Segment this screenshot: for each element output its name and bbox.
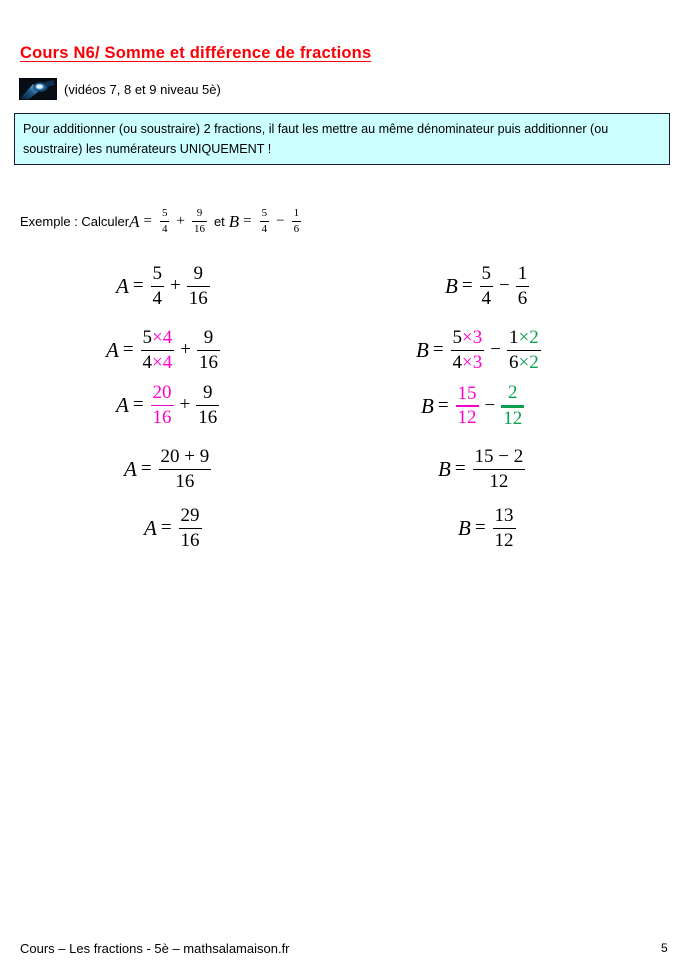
fraction-2-over-12 — [499, 383, 526, 429]
denominator — [451, 353, 485, 373]
denominator: 4 — [161, 222, 168, 235]
numerator-base: 1 — [508, 327, 519, 348]
example-statement — [20, 208, 304, 236]
variable-a: A — [106, 337, 119, 362]
solution-a-step-5 — [144, 506, 204, 551]
denominator: 16 — [180, 529, 200, 551]
fraction-5x4-over-4x4 — [139, 328, 177, 373]
fraction-20plus9-over-16 — [157, 447, 214, 492]
equals-sign: = — [437, 395, 449, 417]
solution-a-step-2 — [106, 328, 222, 373]
fraction-29-over-16 — [177, 506, 204, 551]
equals-sign: = — [122, 339, 134, 361]
equals-sign: = — [432, 339, 444, 361]
minus-sign: − — [484, 395, 496, 417]
denominator-base: 4 — [142, 351, 153, 373]
variable-a: A — [116, 273, 129, 298]
numerator: 5 — [481, 263, 492, 284]
fraction-bar — [473, 469, 526, 471]
fraction-9-over-16 — [189, 208, 210, 236]
fraction-bar — [151, 286, 165, 288]
numerator: 9 — [203, 327, 214, 348]
numerator: 1 — [517, 263, 528, 284]
example-label: Exemple : Calculer — [20, 214, 130, 230]
solution-b-step-5 — [458, 506, 518, 551]
rule-text: Pour additionner (ou soustraire) 2 fractions, il faut les mettre au même dénominateur puis additionner (ou soustraire) les numérateurs UNIQUEMENT ! — [23, 122, 609, 156]
equals-sign: = — [454, 458, 466, 480]
plus-sign: + — [170, 275, 181, 297]
video-caption: (vidéos 7, 8 et 9 niveau 5è) — [64, 81, 221, 97]
equals-sign: = — [474, 517, 486, 539]
numerator: 9 — [193, 263, 204, 284]
numerator: 15 − 2 — [474, 446, 524, 467]
solution-b-step-1 — [445, 264, 531, 309]
fraction-5-over-4 — [478, 264, 496, 309]
equals-sign: = — [132, 275, 144, 297]
plus-sign: + — [180, 339, 191, 361]
conjunction-et: et — [213, 214, 225, 230]
numerator: 5 — [261, 207, 268, 219]
fraction-9-over-16 — [195, 328, 222, 373]
variable-a: A — [144, 515, 157, 540]
denominator: 12 — [503, 408, 523, 430]
variable-b: B — [458, 515, 471, 540]
solution-a-step-1 — [116, 264, 212, 309]
denominator: 6 — [517, 287, 528, 309]
denominator: 16 — [198, 406, 218, 428]
fraction-bar — [196, 405, 219, 407]
numerator: 13 — [494, 505, 514, 526]
numerator: 5 — [161, 207, 168, 219]
minus-sign: − — [276, 213, 285, 230]
denominator: 4 — [481, 287, 492, 309]
solution-b-step-2 — [416, 328, 543, 373]
fraction-1-over-6 — [289, 208, 305, 236]
numerator-multiplier: ×3 — [462, 327, 483, 348]
minus-sign: − — [499, 275, 510, 297]
variable-b: B — [416, 337, 429, 362]
denominator-base: 6 — [508, 351, 519, 373]
denominator: 6 — [293, 222, 300, 235]
equals-sign: = — [143, 213, 152, 230]
denominator: 12 — [489, 470, 509, 492]
numerator: 20 + 9 — [160, 446, 210, 467]
denominator: 12 — [457, 407, 477, 429]
solution-a-step-4 — [124, 447, 213, 492]
denominator: 16 — [198, 351, 218, 373]
page-title: Cours N6/ Somme et différence de fractions — [20, 44, 372, 62]
numerator: 29 — [180, 505, 200, 526]
denominator: 4 — [152, 287, 163, 309]
denominator: 4 — [261, 222, 268, 235]
numerator: 9 — [196, 207, 203, 219]
denominator-multiplier: ×4 — [152, 351, 173, 373]
fraction-bar — [197, 350, 220, 352]
fraction-bar — [179, 528, 202, 530]
fraction-5-over-4 — [157, 208, 173, 236]
fraction-5-over-4 — [257, 208, 273, 236]
variable-b: B — [228, 211, 240, 231]
video-thumbnail-icon — [19, 78, 57, 100]
equals-sign: = — [461, 275, 473, 297]
fraction-15-over-12 — [454, 384, 481, 429]
denominator: 16 — [175, 470, 195, 492]
fraction-bar — [480, 286, 494, 288]
minus-sign: − — [490, 339, 501, 361]
numerator: 2 — [508, 382, 518, 403]
fraction-13-over-12 — [491, 506, 518, 551]
numerator-base: 5 — [452, 327, 463, 348]
solution-b-step-3 — [421, 383, 526, 429]
solution-b-step-4 — [438, 447, 527, 492]
example-expression-a — [129, 208, 210, 236]
variable-a: A — [129, 211, 140, 231]
denominator: 16 — [152, 406, 172, 428]
fraction-bar — [516, 286, 530, 288]
example-expression-b — [229, 208, 304, 236]
numerator-multiplier: ×2 — [518, 327, 539, 348]
fraction-bar — [159, 469, 212, 471]
numerator-multiplier: ×4 — [152, 327, 173, 348]
fraction-bar — [187, 286, 210, 288]
numerator-base: 5 — [142, 327, 153, 348]
numerator: 1 — [293, 207, 300, 219]
rule-callout-box — [14, 113, 670, 165]
fraction-bar — [151, 405, 174, 407]
denominator: 16 — [188, 287, 208, 309]
fraction-5-over-4 — [149, 264, 167, 309]
numerator: 5 — [152, 263, 163, 284]
equals-sign: = — [132, 394, 144, 416]
equals-sign: = — [243, 213, 252, 230]
denominator-multiplier: ×2 — [518, 351, 539, 373]
denominator — [141, 353, 175, 373]
plus-sign: + — [179, 394, 191, 416]
video-reference-line — [19, 78, 221, 100]
numerator — [451, 328, 485, 348]
denominator-multiplier: ×3 — [462, 351, 483, 373]
fraction-1-over-6 — [514, 264, 532, 309]
numerator — [141, 328, 175, 348]
footer-left-text: Cours – Les fractions - 5è – mathsalamaison.fr — [20, 941, 290, 956]
numerator — [507, 328, 541, 348]
fraction-bar — [493, 528, 516, 530]
variable-a: A — [116, 392, 129, 417]
fraction-1x2-over-6x2 — [505, 328, 543, 373]
denominator — [507, 353, 541, 373]
fraction-15minus2-over-12 — [471, 447, 528, 492]
numerator: 9 — [203, 382, 213, 403]
footer-page-number: 5 — [661, 941, 668, 955]
equals-sign: = — [140, 458, 152, 480]
variable-b: B — [438, 456, 451, 481]
fraction-9-over-16 — [185, 264, 212, 309]
plus-sign: + — [176, 213, 185, 230]
denominator: 16 — [193, 222, 205, 235]
fraction-9-over-16 — [194, 383, 221, 428]
fraction-20-over-16 — [149, 383, 176, 428]
numerator: 15 — [457, 382, 477, 404]
variable-a: A — [124, 456, 137, 481]
fraction-5x3-over-4x3 — [449, 328, 487, 373]
variable-b: B — [421, 393, 434, 418]
solution-a-step-3 — [116, 383, 221, 428]
numerator: 20 — [152, 382, 172, 403]
variable-b: B — [445, 273, 458, 298]
equals-sign: = — [160, 517, 172, 539]
denominator: 12 — [494, 529, 514, 551]
denominator-base: 4 — [452, 351, 463, 373]
